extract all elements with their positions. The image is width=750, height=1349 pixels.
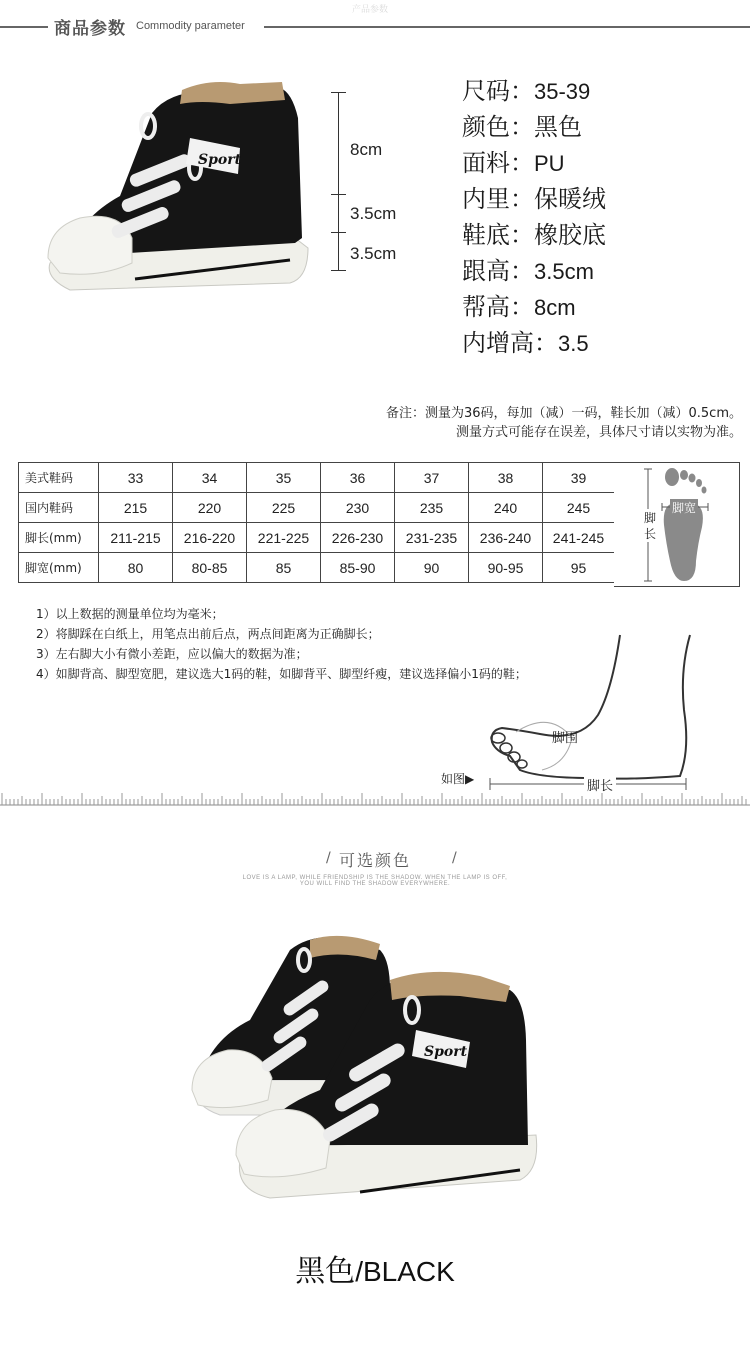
- inner-lift-label: 3.5cm: [350, 204, 397, 223]
- table-cell: 211-215: [99, 523, 173, 553]
- girth-label: 脚围: [552, 731, 579, 746]
- param-inner-lift: 内增高：3.5: [462, 329, 589, 357]
- shoe-logo-text-pair: Sport: [424, 1044, 468, 1060]
- header-line-right: [264, 26, 750, 28]
- row-header: 国内鞋码: [19, 493, 99, 523]
- table-cell: 39: [543, 463, 615, 493]
- table-cell: 240: [469, 493, 543, 523]
- footprint-icon: [614, 463, 739, 586]
- table-cell: 34: [173, 463, 247, 493]
- table-cell: 90: [395, 553, 469, 583]
- note-line-2: 测量方式可能存在误差，具体尺寸请以实物为准。: [455, 425, 742, 440]
- foot-length-label-2: 长: [644, 527, 657, 541]
- length-label: 脚长: [584, 775, 616, 794]
- table-cell: 90-95: [469, 553, 543, 583]
- table-cell: 221-225: [247, 523, 321, 553]
- table-cell: 235: [395, 493, 469, 523]
- header-subtitle: Commodity parameter: [136, 20, 245, 32]
- table-row: [19, 493, 615, 523]
- table-cell: 225: [247, 493, 321, 523]
- table-cell: 95: [543, 553, 615, 583]
- dimension-tick: [331, 194, 346, 195]
- param-fabric: 面料：PU: [462, 149, 565, 177]
- size-table: [18, 462, 615, 583]
- dimension-line: [338, 92, 339, 270]
- note-line-1: 备注：测量为36码，每加（减）一码，鞋长加（减）0.5cm。: [385, 406, 742, 421]
- dimension-tick: [331, 232, 346, 233]
- param-upper-height: 帮高：8cm: [462, 293, 576, 321]
- table-cell: 85-90: [321, 553, 395, 583]
- product-shoe-side-image: [40, 78, 340, 308]
- table-row: [19, 553, 615, 583]
- slash-right: /: [452, 850, 457, 866]
- row-header: 脚长(mm): [19, 523, 99, 553]
- color-caption: 黑色/BLACK: [295, 1254, 455, 1289]
- table-row: [19, 463, 615, 493]
- upper-height-label: 8cm: [350, 140, 383, 159]
- foot-length-label-1: 脚: [644, 511, 657, 525]
- param-sole: 鞋底：橡胶底: [462, 221, 606, 249]
- instruction-3: 3）左右脚大小有微小差距，应以偏大的数据为准；: [36, 647, 308, 661]
- table-row: [19, 523, 615, 553]
- instruction-1: 1）以上数据的测量单位均为毫米；: [36, 607, 224, 621]
- table-cell: 231-235: [395, 523, 469, 553]
- table-cell: 215: [99, 493, 173, 523]
- product-shoes-pair-image: [180, 930, 560, 1210]
- table-cell: 245: [543, 493, 615, 523]
- table-cell: 36: [321, 463, 395, 493]
- row-header: 美式鞋码: [19, 463, 99, 493]
- table-cell: 226-230: [321, 523, 395, 553]
- table-cell: 220: [173, 493, 247, 523]
- instruction-2: 2）将脚踩在白纸上，用笔点出前后点，两点间距离为正确脚长；: [36, 627, 380, 641]
- table-cell: 80-85: [173, 553, 247, 583]
- param-color: 颜色：黑色: [462, 113, 582, 141]
- header-watermark: 产品参数: [352, 5, 389, 15]
- table-cell: 241-245: [543, 523, 615, 553]
- see-diagram-label: 如图▶: [441, 772, 475, 786]
- foot-outline-box: [614, 462, 740, 587]
- table-cell: 35: [247, 463, 321, 493]
- header-line-left: [0, 26, 48, 28]
- table-cell: 216-220: [173, 523, 247, 553]
- row-header: 脚宽(mm): [19, 553, 99, 583]
- param-heel-height: 跟高：3.5cm: [462, 257, 594, 285]
- param-lining: 内里：保暖绒: [462, 185, 606, 213]
- dimension-tick: [331, 270, 346, 271]
- slash-left: /: [326, 850, 331, 866]
- table-cell: 33: [99, 463, 173, 493]
- heel-height-label: 3.5cm: [350, 244, 397, 263]
- table-cell: 37: [395, 463, 469, 493]
- dimension-tick: [331, 92, 346, 93]
- ruler-strip: [0, 792, 750, 806]
- color-section-subtitle: LOVE IS A LAMP, WHILE FRIENDSHIP IS THE SHADOW. WHEN THE LAMP IS OFF, YOU WILL FIND THE SHADOW EVERYWHERE.: [242, 875, 508, 887]
- table-cell: 80: [99, 553, 173, 583]
- color-section-title: 可选颜色: [338, 851, 411, 870]
- instruction-4: 4）如脚背高、脚型宽肥，建议选大1码的鞋，如脚背平、脚型纤瘦，建议选择偏小1码的鞋；: [36, 667, 527, 681]
- header-title: 商品参数: [54, 19, 126, 39]
- param-size: 尺码：35-39: [462, 77, 591, 105]
- shoe-logo-text: Sport: [198, 152, 242, 168]
- table-cell: 230: [321, 493, 395, 523]
- foot-width-label: 脚宽: [672, 501, 697, 515]
- table-cell: 85: [247, 553, 321, 583]
- table-cell: 38: [469, 463, 543, 493]
- table-cell: 236-240: [469, 523, 543, 553]
